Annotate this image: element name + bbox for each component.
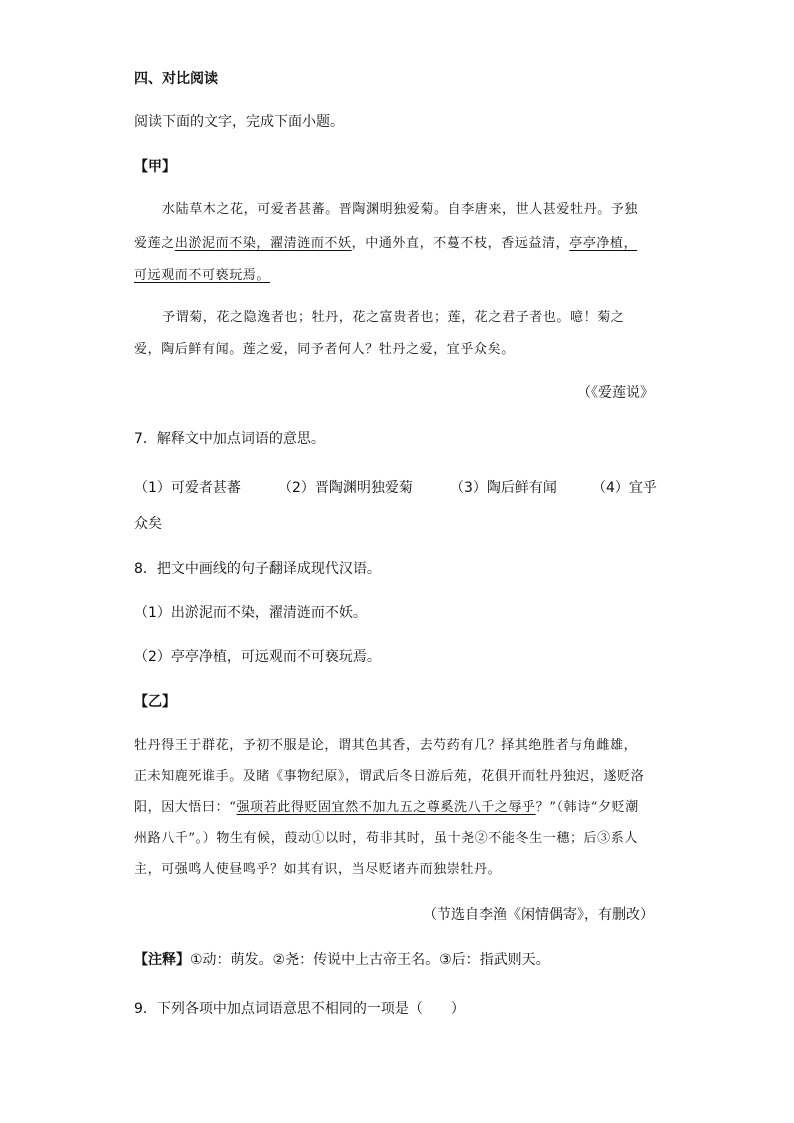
jia-p1-line2-c: ，中通外直，不蔓不枝，香远益清， <box>351 236 570 251</box>
underlined-sentence-1: 出淤泥而不染，濯清涟而不妖 <box>174 236 352 251</box>
yi-line3-a: 阳，因大悟曰：“ <box>134 800 237 815</box>
section-title: 四、对比阅读 <box>134 71 218 87</box>
yi-line3 <box>134 799 639 817</box>
q7-item-4: （4）宜乎 <box>592 480 657 496</box>
q7-item-1: （1）可爱者甚蕃 <box>134 480 241 496</box>
q8-item-2: （2）亭亭净植，可远观而不可亵玩焉。 <box>134 649 381 665</box>
q7-item-3: （3）陶后鲜有闻 <box>450 480 557 496</box>
q8-item-1: （1）出淤泥而不染，濯清涟而不妖。 <box>134 605 367 621</box>
q9-stem: 9．下列各项中加点词语意思不相同的一项是（ ） <box>134 1001 465 1017</box>
underlined-sentence-3: 强项若此得贬固宜然不加九五之尊奚洗八千之辱乎 <box>236 800 536 815</box>
jia-p1-line2-a: 爱莲之 <box>134 236 175 251</box>
q7-item-2: （2）晋陶渊明独爱菊 <box>278 480 413 496</box>
instruction: 阅读下面的文字，完成下面小题。 <box>134 114 344 130</box>
jia-p2-line2: 爱，陶后鲜有闻。莲之爱，同予者何人？牡丹之爱，宜乎众矣。 <box>134 342 515 357</box>
jia-p2-line1: 予谓菊，花之隐逸者也；牡丹，花之富贵者也；莲，花之君子者也。噫！菊之 <box>162 310 625 325</box>
note-text: ①动：萌发。②尧：传说中上古帝王名。③后：指武则天。 <box>190 952 550 968</box>
jia-p1-line1: 水陆草木之花，可爱者甚蕃。晋陶渊明独爱菊。自李唐来，世人甚爱牡丹。予独 <box>162 202 639 217</box>
note-label: 【注释】 <box>134 952 190 968</box>
yi-line5: 主，可强鸣人使昼鸣乎？如其有识，当尽贬诸卉而独崇牡丹。 <box>134 862 502 877</box>
jia-source: （《爱莲说》 <box>577 385 654 401</box>
jia-label: 【甲】 <box>134 159 176 175</box>
q7-stem: 7．解释文中加点词语的意思。 <box>134 431 325 447</box>
q8-stem: 8．把文中画线的句子翻译成现代汉语。 <box>134 561 381 577</box>
yi-line4: 州路八千”。）物生有候，葭动①以时，苟非其时，虽十尧②不能冬生一穗；后③系人 <box>134 831 638 846</box>
q7-cont: 众矣 <box>134 516 162 532</box>
note <box>134 951 550 969</box>
yi-line3-c: ？”（韩诗“夕贬潮 <box>535 800 639 815</box>
jia-p1-line3: 可远观而不可亵玩焉。 <box>134 268 271 283</box>
yi-label: 【乙】 <box>134 694 176 710</box>
underlined-sentence-2a: 亭亭净植， <box>569 236 638 251</box>
jia-p1-line2 <box>134 235 637 253</box>
yi-line2: 正未知鹿死谁手。及睹《事物纪原》，谓武后冬日游后苑，花俱开而牡丹独迟，遂贬洛 <box>134 769 645 784</box>
yi-source: （节选自李渔《闲情偶寄》，有删改） <box>423 907 654 923</box>
yi-line1: 牡丹得王于群花，予初不服是论，谓其色其香，去芍药有几？择其绝胜者与角雌雄， <box>134 738 638 753</box>
